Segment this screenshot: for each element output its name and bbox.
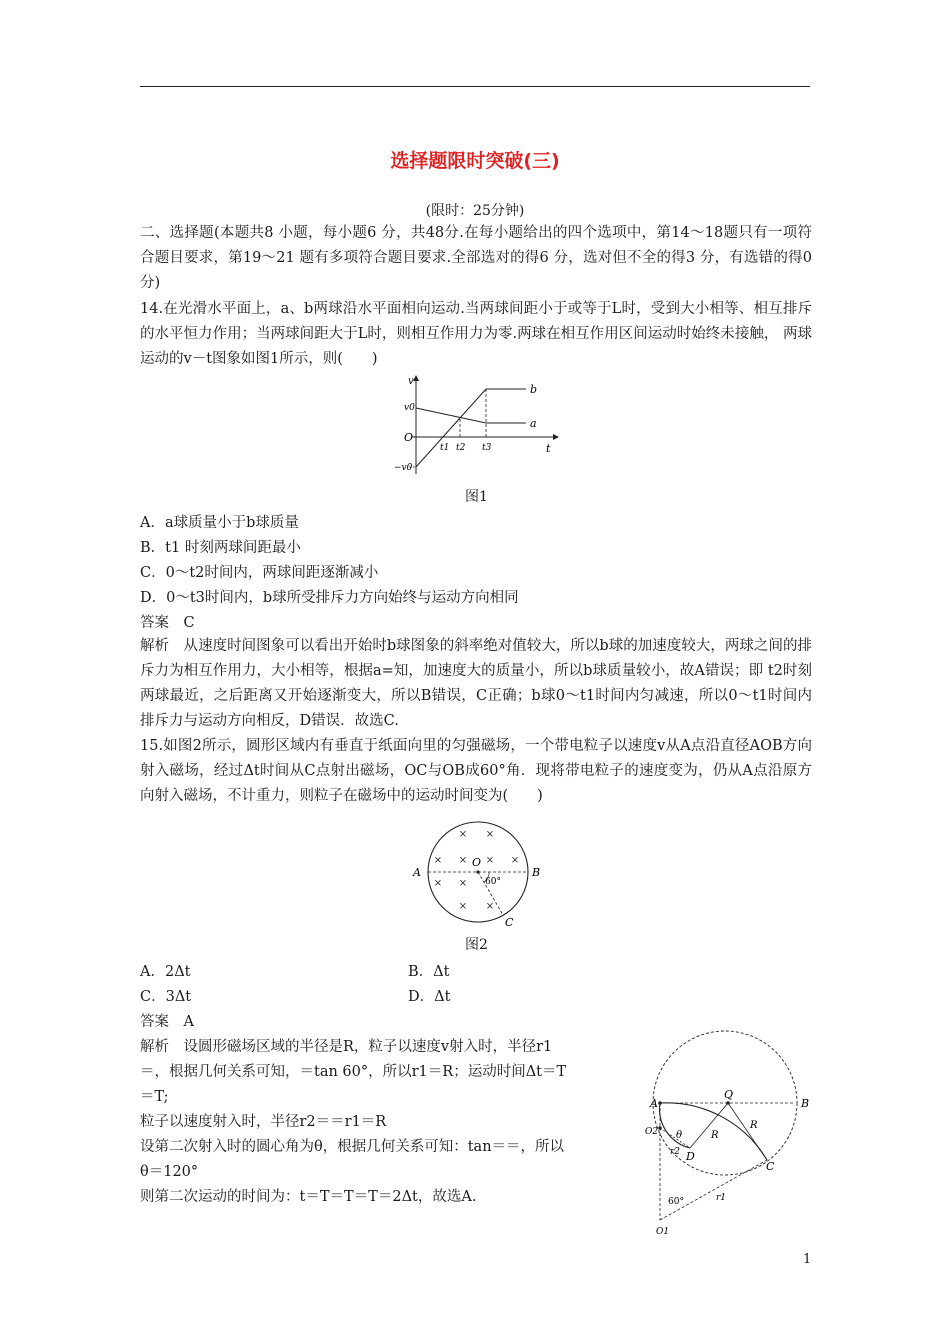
q15-analysis-line-6: θ＝120° (140, 1164, 199, 1180)
svg-text:×: × (458, 855, 468, 866)
figure-1-caption: 图1 (465, 489, 488, 505)
page-title: 选择题限时突破(三) (390, 150, 560, 172)
q15-answer: 答案 A (140, 1014, 194, 1030)
svg-text:×: × (485, 855, 495, 866)
q15-analysis-line-2: ＝，根据几何关系可知，＝tan 60°，所以r1＝R；运动时间Δt＝T (140, 1064, 567, 1080)
sol-label-R1: R (711, 1130, 719, 1141)
q15-option-a: A．2Δt (140, 964, 191, 980)
q14-option-d: D．0～t3时间内，b球所受排斥力方向始终与运动方向相同 (140, 590, 519, 606)
q15-option-d: D．Δt (408, 989, 451, 1005)
sol-label-B: B (801, 1097, 810, 1110)
sol-label-R2: R (750, 1120, 758, 1131)
svg-text:×: × (510, 855, 520, 866)
label-B: B (532, 866, 541, 879)
section-intro: 二、选择题(本题共8 小题，每小题6 分，共48分.在每小题给出的四个选项中，第14～18题只有一项符合题目要求，第19～21 题有多项符合题目要求.全部选对的得6 分，选对但不全的得3 分，有选错的得0 分) (140, 225, 812, 291)
q15-analysis-line-4: 粒子以速度射入时，半径r2＝＝r1＝R (140, 1114, 387, 1130)
svg-text:×: × (458, 829, 468, 840)
sol-label-r1: r1 (716, 1193, 727, 1203)
q14-answer: 答案 C (140, 615, 195, 631)
q14-option-a: A．a球质量小于b球质量 (140, 515, 299, 531)
label-t1: t1 (440, 443, 450, 453)
label-angle: 60° (485, 877, 501, 887)
label-t2: t2 (456, 443, 466, 453)
label-origin: O (404, 431, 414, 444)
svg-text:×: × (485, 829, 495, 840)
svg-text:×: × (458, 901, 468, 912)
time-limit: (限时：25分钟) (425, 203, 525, 219)
label-a: a (530, 417, 537, 430)
label-neg-v0: −v0 (394, 463, 413, 473)
q14-option-c: C．0～t2时间内，两球间距逐渐减小 (140, 565, 379, 581)
q14-analysis: 解析 从速度时间图象可以看出开始时b球图象的斜率绝对值较大，所以b球的加速度较大，两球之间的排斥力为相互作用力，大小相等，根据a=知，加速度大的质量小，所以b球质量较小，故A错误；即 t2时刻两球最近，之后距离又开始逐渐变大，所以B错误，C正确；b球0～t1时间内匀减速，所以0～t1时间内排斥力与运动方向相反，D错误．故选C. (140, 638, 812, 729)
label-t: t (546, 442, 551, 455)
page-number: 1 (803, 1252, 812, 1267)
sol-label-C: C (766, 1160, 775, 1173)
svg-text:×: × (485, 901, 495, 912)
header-rule (140, 86, 810, 87)
q14-option-b: B．t1 时刻两球间距最小 (140, 540, 301, 556)
sol-label-O1: O1 (656, 1227, 670, 1237)
solution-geometry-diagram (640, 1030, 840, 1242)
q15-analysis-line-5: 设第二次射入时的圆心角为θ，根据几何关系可知：tan＝＝，所以 (140, 1139, 565, 1155)
svg-text:×: × (433, 855, 443, 866)
sol-label-angle: 60° (668, 1197, 684, 1207)
q15-stem: 15.如图2所示，圆形区域内有垂直于纸面向里的匀强磁场，一个带电粒子以速度v从A点沿直径AOB方向射入磁场，经过Δt时间从C点射出磁场，OC与OB成60°角．现将带电粒子的速度变为，仍从A点沿原方向射入磁场，不计重力，则粒子在磁场中的运动时间变为( ) (140, 738, 812, 804)
label-b: b (530, 383, 538, 396)
sol-label-r2: r2 (670, 1147, 681, 1157)
sol-label-D: D (686, 1150, 695, 1163)
label-A: A (413, 866, 421, 879)
sol-label-A: A (650, 1097, 658, 1110)
figure-1-vt-graph (390, 372, 570, 480)
label-C: C (505, 916, 514, 929)
figure-2-magnetic-field (405, 818, 555, 930)
label-O: O (472, 856, 482, 869)
q15-option-b: B．Δt (408, 964, 450, 980)
field-cross-marks (434, 829, 519, 912)
figure-2-caption: 图2 (465, 937, 488, 953)
q15-analysis-line-3: ＝T; (140, 1089, 169, 1105)
svg-text:×: × (433, 878, 443, 889)
label-v: v (408, 376, 414, 387)
sol-label-Q: Q (724, 1088, 734, 1101)
q15-option-c: C．3Δt (140, 989, 192, 1005)
q15-analysis-line-7: 则第二次运动的时间为：t＝T＝T＝T＝2Δt，故选A. (140, 1189, 477, 1205)
label-t3: t3 (482, 443, 492, 453)
svg-text:×: × (458, 878, 468, 889)
label-v0: v0 (404, 403, 415, 413)
q14-stem: 14.在光滑水平面上，a、b两球沿水平面相向运动.当两球间距小于或等于L时，受到大小相等、相互排斥的水平恒力作用；当两球间距大于L时，则相互作用力为零.两球在相互作用区间运动时始终未接触， 两球运动的v－t图象如图1所示，则( ) (140, 301, 812, 367)
sol-label-O2: O2 (645, 1127, 659, 1137)
sol-label-theta: θ (676, 1130, 683, 1141)
q15-analysis-line-1: 解析 设圆形磁场区域的半径是R，粒子以速度v射入时，半径r1 (140, 1039, 553, 1055)
